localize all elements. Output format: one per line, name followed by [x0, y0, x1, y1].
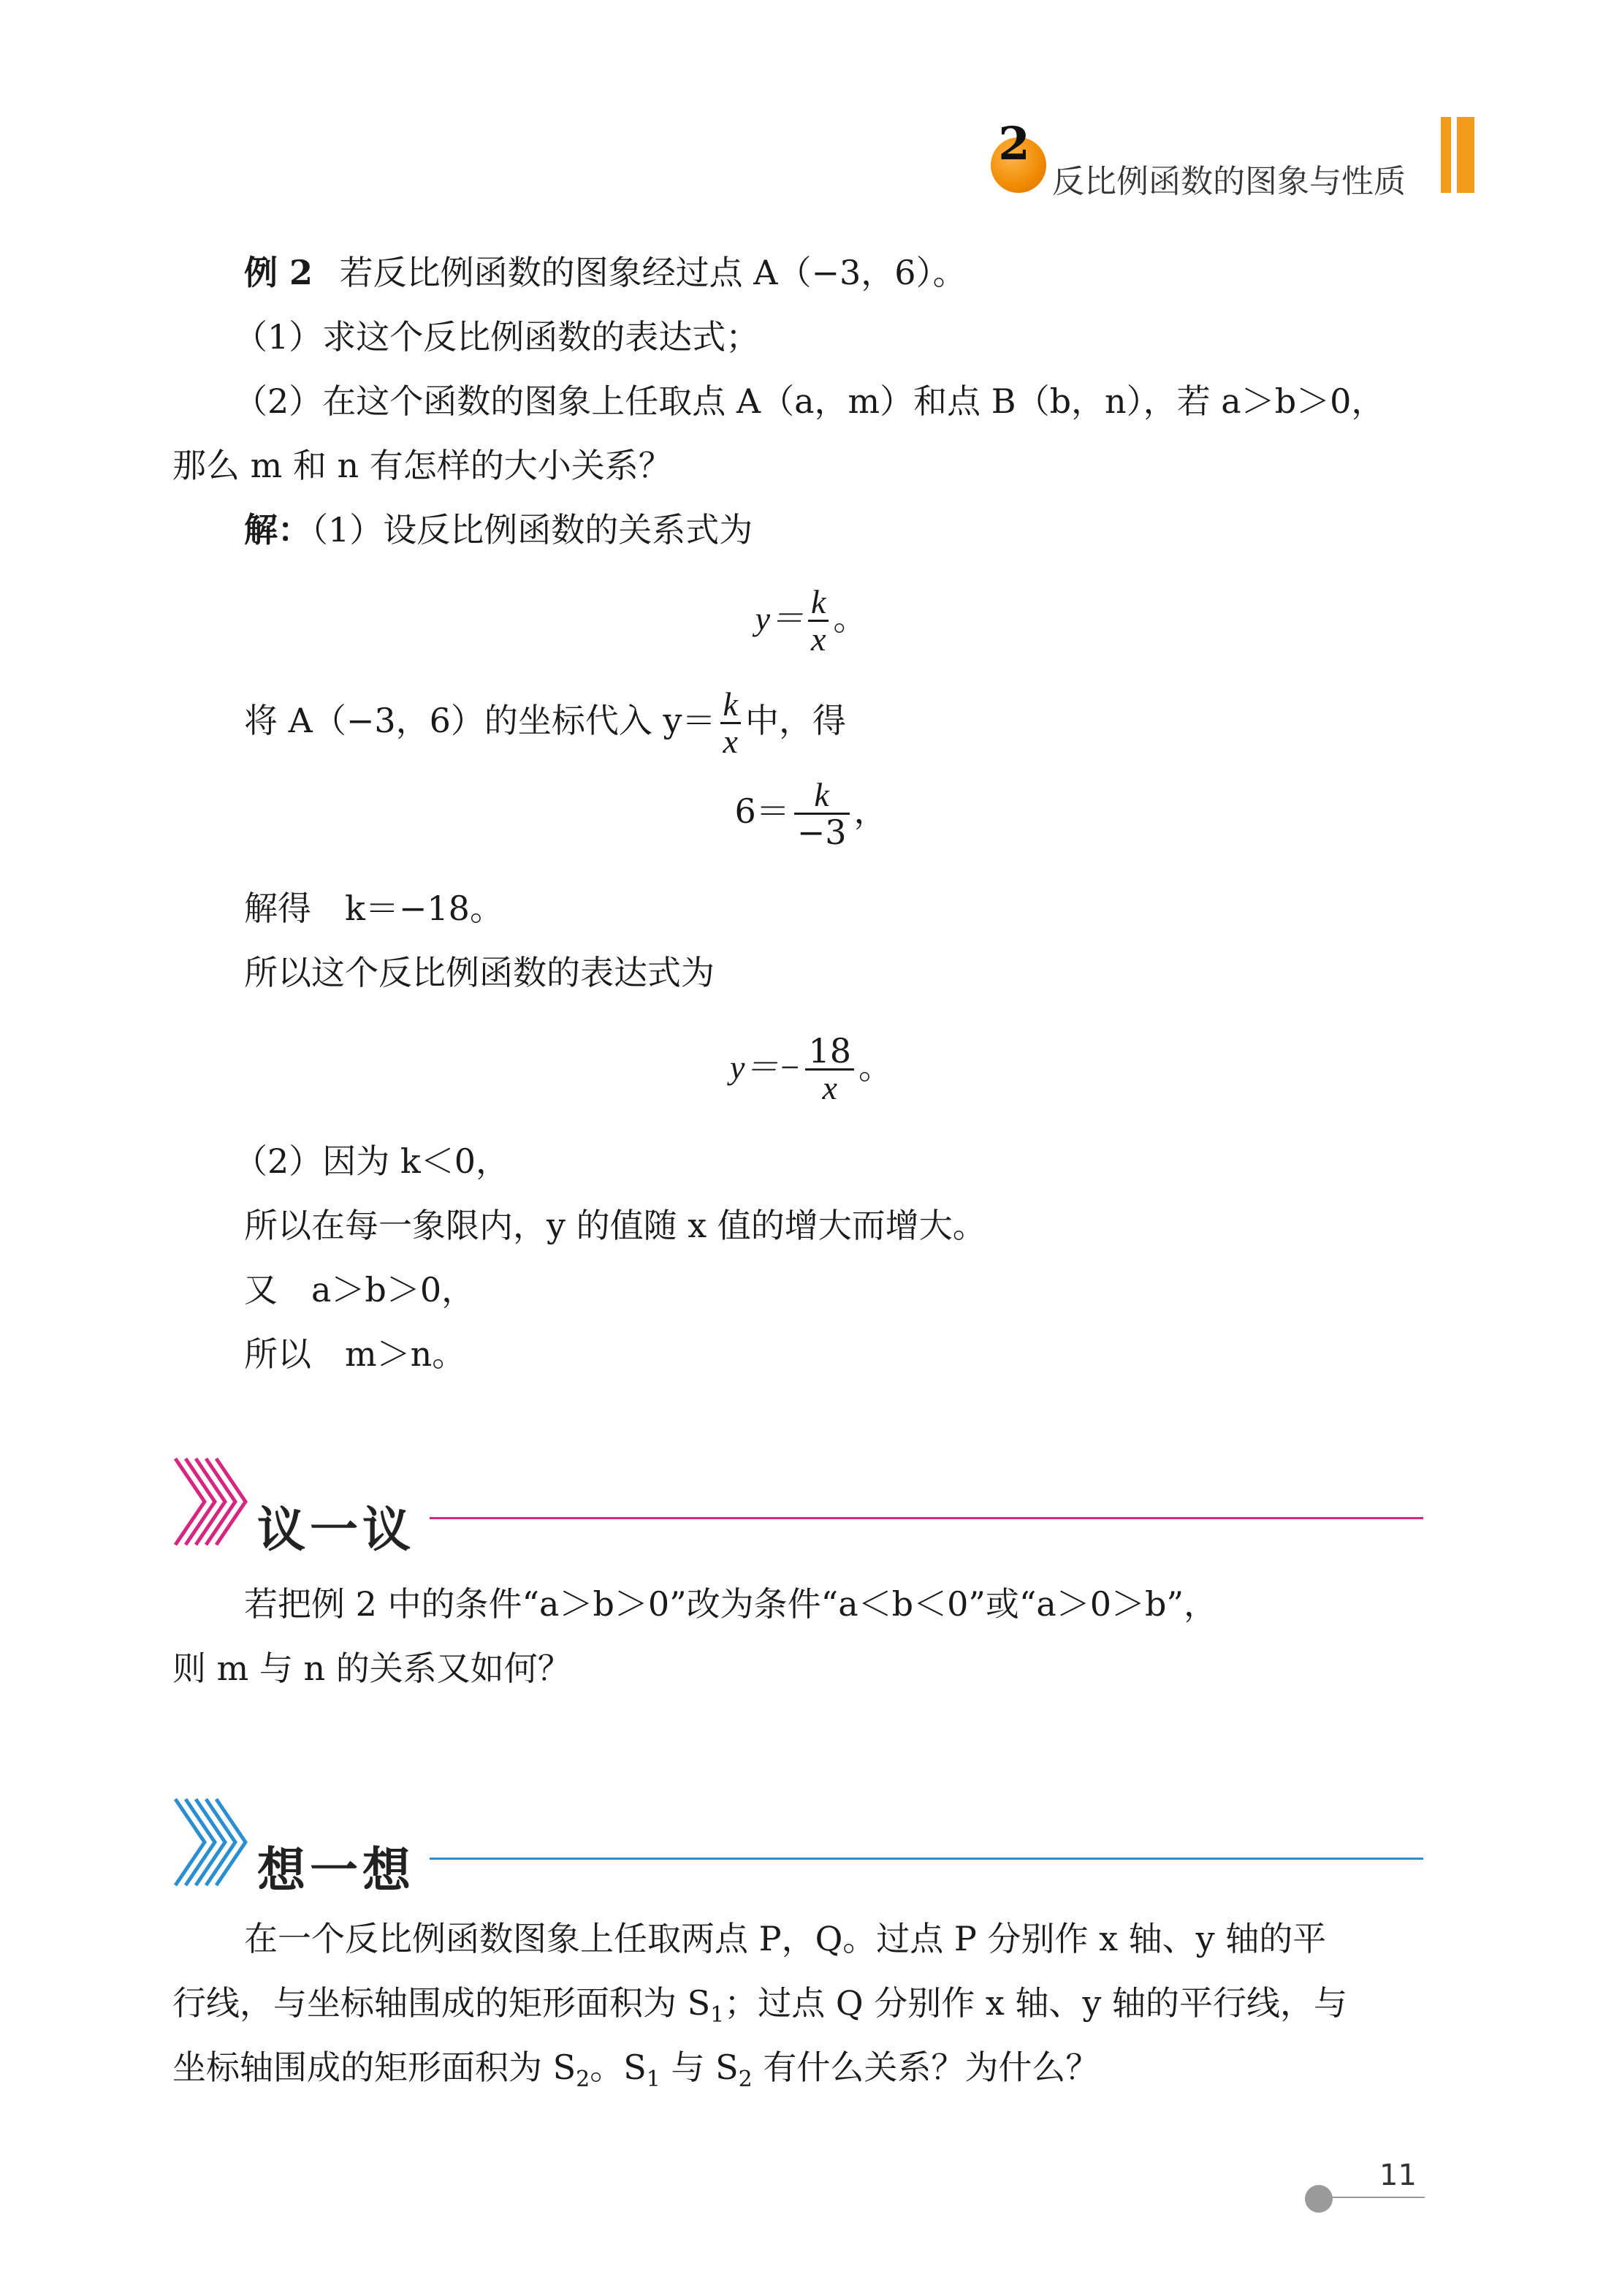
think-line2 — [172, 1983, 1347, 2029]
sub-numerator: k — [720, 687, 741, 724]
think-line2-sub: 1 — [710, 2002, 725, 2028]
solution-label: 解： — [244, 510, 311, 550]
solve-line: 解得 k＝−18。 — [244, 889, 503, 928]
eq1-lhs: y＝ — [755, 599, 804, 637]
example-label: 例 2 — [244, 253, 313, 292]
equation-2 — [0, 778, 1622, 851]
example-part2-line1: （2）在这个函数的图象上任取点 A（a，m）和点 B（b，n），若 a＞b＞0， — [234, 381, 1385, 421]
discuss-title: 议一议 — [257, 1502, 415, 1558]
sub-post: 中，得 — [745, 700, 846, 740]
solution-part2-a: （2）因为 k＜0， — [234, 1141, 510, 1181]
page-number: 11 — [1379, 2159, 1417, 2192]
eq3-end: 。 — [858, 1046, 892, 1087]
think-line3-mid: 。S — [590, 2048, 647, 2087]
example-statement: 若反比例函数的图象经过点 A（−3，6）。 — [339, 253, 967, 292]
discuss-rule — [430, 1517, 1423, 1519]
header-bar-thin — [1441, 117, 1451, 193]
think-line3-pre: 坐标轴围成的矩形面积为 S — [172, 2048, 576, 2087]
discuss-line2: 则 m 与 n 的关系又如何？ — [172, 1649, 571, 1688]
think-rule — [430, 1858, 1423, 1860]
sub-denominator: x — [723, 723, 738, 761]
eq1-denominator: x — [811, 620, 826, 658]
header-bar-thick — [1457, 117, 1474, 193]
chevron-blue-icon — [172, 1795, 253, 1890]
eq2-end: ， — [853, 791, 888, 831]
think-line3-sub3: 2 — [738, 2067, 753, 2092]
solution-line1 — [244, 510, 753, 550]
equation-3 — [0, 1033, 1622, 1106]
solution-part2-b: 所以在每一象限内，y 的值随 x 值的增大而增大。 — [244, 1206, 986, 1245]
chapter-number: 2 — [998, 117, 1030, 170]
eq3-numerator: 18 — [805, 1033, 854, 1071]
think-line3 — [172, 2048, 1099, 2093]
think-line3-mid2: 与 S — [660, 2048, 739, 2087]
eq1-fraction — [808, 585, 829, 658]
think-line2-pre: 行线，与坐标轴围成的矩形面积为 S — [172, 1983, 711, 2023]
think-line3-sub2: 1 — [646, 2067, 660, 2092]
page-rule — [1320, 2197, 1425, 2198]
think-line3-sub1: 2 — [576, 2067, 590, 2092]
eq3-fraction — [805, 1033, 854, 1106]
discuss-line1: 若把例 2 中的条件“a＞b＞0”改为条件“a＜b＜0”或“a＞0＞b”， — [244, 1584, 1218, 1624]
think-line1: 在一个反比例函数图象上任取两点 P，Q。过点 P 分别作 x 轴、y 轴的平 — [244, 1919, 1327, 1958]
sub-pre: 将 A（−3，6）的坐标代入 y＝ — [244, 700, 716, 740]
example-part2-line2: 那么 m 和 n 有怎样的大小关系？ — [172, 446, 672, 485]
solution-part1-text: （1）设反比例函数的关系式为 — [311, 510, 753, 550]
solution-part2-d: 所以 m＞n。 — [244, 1334, 466, 1374]
eq2-fraction — [794, 778, 850, 851]
solution-part2-c: 又 a＞b＞0， — [244, 1270, 476, 1309]
eq2-denominator: −3 — [796, 813, 847, 853]
chevron-pink-icon — [172, 1454, 253, 1549]
sub-fraction — [720, 687, 741, 760]
think-title: 想一想 — [257, 1842, 415, 1898]
eq2-lhs: 6＝ — [734, 791, 790, 831]
page-dot-icon — [1305, 2185, 1333, 2213]
think-line3-post: 有什么关系？为什么？ — [752, 2048, 1100, 2087]
eq1-numerator: k — [808, 585, 829, 622]
example-part1: （1）求这个反比例函数的表达式； — [234, 317, 760, 357]
think-line2-post: ；过点 Q 分别作 x 轴、y 轴的平行线，与 — [724, 1983, 1347, 2023]
eq1-end: 。 — [833, 598, 867, 638]
example-statement-line — [244, 253, 967, 293]
therefore-line: 所以这个反比例函数的表达式为 — [244, 953, 715, 992]
equation-1 — [0, 585, 1622, 658]
eq2-numerator: k — [794, 778, 850, 815]
chapter-title: 反比例函数的图象与性质 — [1052, 163, 1406, 200]
eq3-lhs: y＝− — [729, 1048, 802, 1086]
eq3-denominator: x — [822, 1069, 837, 1107]
substitution-line — [244, 687, 846, 760]
